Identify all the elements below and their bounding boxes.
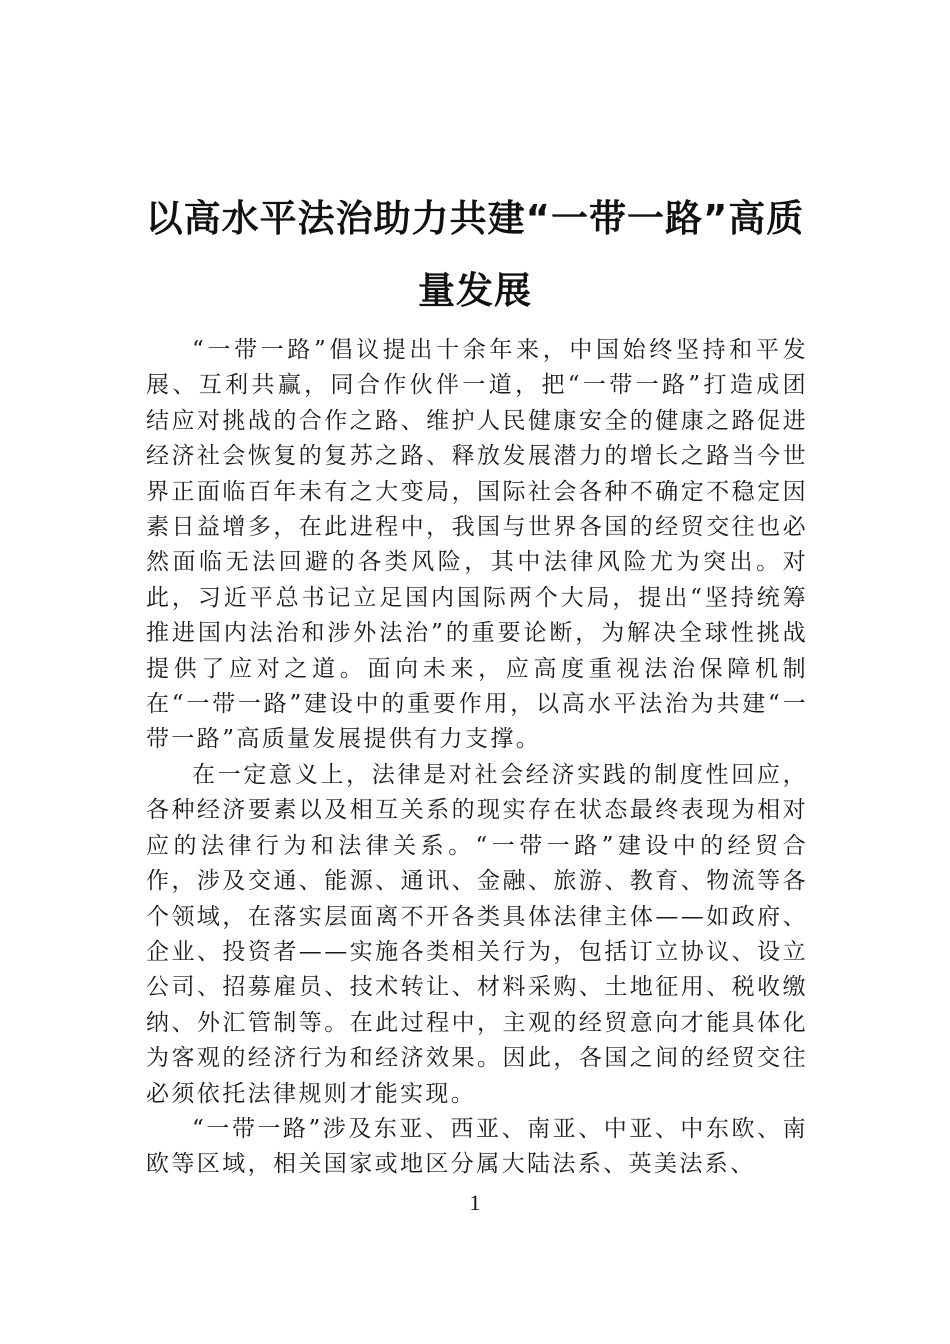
document-title: 以高水平法治助力共建“一带一路”高质量发展: [145, 196, 805, 312]
paragraph-2: 在一定意义上，法律是对社会经济实践的制度性回应，各种经济要素以及相互关系的现实存在状态最终表现为相对应的法律行为和法律关系。“一带一路”建设中的经贸合作，涉及交通、能源、通讯、金融、旅游、教育、物流等各个领域，在落实层面离不开各类具体法律主体——如政府、企业、投资者——实施各类相关行为，包括订立协议、设立公司、招募雇员、技术转让、材料采购、土地征用、税收缴纳、外汇管制等。在此过程中，主观的经贸意向才能具体化为客观的经济行为和经济效果。因此，各国之间的经贸交往必须依托法律规则才能实现。: [146, 761, 808, 1107]
paragraph-1: “一带一路”倡议提出十余年来，中国始终坚持和平发展、互利共赢，同合作伙伴一道，把“一带一路”打造成团结应对挑战的合作之路、维护人民健康安全的健康之路促进经济社会恢复的复苏之路、释放发展潜力的增长之路当今世界正面临百年未有之大变局，国际社会各种不确定不稳定因素日益增多，在此进程中，我国与世界各国的经贸交往也必然面临无法回避的各类风险，其中法律风险尤为突出。对此，习近平总书记立足国内国际两个大局，提出“坚持统筹推进国内法治和涉外法治”的重要论断，为解决全球性挑战提供了应对之道。面向未来，应高度重视法治保障机制在“一带一路”建设中的重要作用，以高水平法治为共建“一带一路”高质量发展提供有力支撑。: [146, 337, 808, 753]
page-number: 1: [469, 1190, 481, 1215]
paragraph-3: “一带一路”涉及东亚、西亚、南亚、中亚、中东欧、南欧等区域，相关国家或地区分属大陆法系、英美法系、: [146, 1115, 808, 1178]
document-body: [146, 333, 808, 1183]
